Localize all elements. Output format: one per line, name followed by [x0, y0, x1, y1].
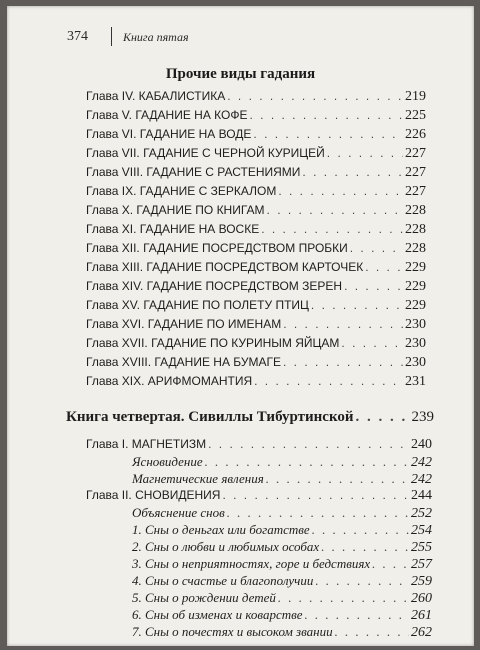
- toc-subentry: [132, 454, 432, 471]
- toc-entry: [86, 374, 426, 390]
- toc-entry-label: Глава V. ГАДАНИЕ НА КОФЕ: [86, 108, 248, 122]
- leader-dots: [227, 505, 409, 521]
- leader-dots: [278, 184, 403, 198]
- toc-entry: [86, 241, 426, 257]
- toc-entry-label: Глава XVIII. ГАДАНИЕ НА БУМАГЕ: [86, 355, 282, 369]
- toc-entry-page: 228: [405, 222, 426, 237]
- toc-entry-page: 227: [405, 184, 426, 199]
- toc-entry-page: 229: [405, 260, 426, 275]
- toc-entry-page: 228: [405, 203, 426, 218]
- toc-subentry-label: 4. Сны о счастье и благополучии: [132, 573, 314, 588]
- toc-entry-page: 227: [405, 146, 426, 161]
- leader-dots: [312, 522, 409, 538]
- toc-subentry-page: 261: [411, 608, 432, 623]
- toc-entry-label: Глава XIX. АРИФМОМАНТИЯ: [86, 374, 253, 388]
- toc-entry: [86, 279, 426, 295]
- toc-entry-label: Глава IX. ГАДАНИЕ С ЗЕРКАЛОМ: [86, 184, 277, 198]
- leader-dots: [266, 471, 409, 487]
- leader-dots: [227, 89, 403, 103]
- toc-subentry: [132, 522, 432, 539]
- toc-entry: [86, 89, 426, 105]
- toc-subentry-label: 7. Сны о почестях и высоком звании: [132, 624, 333, 639]
- book-heading-page: 239: [411, 409, 434, 425]
- book-heading: [66, 409, 434, 426]
- toc-subentry-label: 5. Сны о рождении детей: [132, 590, 276, 605]
- leader-dots: [335, 624, 409, 640]
- toc-subentry-page: 254: [411, 523, 432, 538]
- toc-entry-label: Глава VI. ГАДАНИЕ НА ВОДЕ: [86, 127, 252, 141]
- toc-subentry-page: 252: [411, 506, 432, 521]
- toc-entry-label: Глава XII. ГАДАНИЕ ПОСРЕДСТВОМ ПРОБКИ: [86, 241, 348, 255]
- toc-subentry-label: 2. Сны о любви и любимых особах: [132, 539, 320, 554]
- leader-dots: [302, 165, 403, 179]
- toc-subentry-page: 259: [411, 574, 432, 589]
- leader-dots: [278, 590, 409, 606]
- leader-dots: [372, 556, 409, 572]
- toc-entry: [86, 437, 432, 453]
- toc-entry-label: Глава XVII. ГАДАНИЕ ПО КУРИНЫМ ЯЙЦАМ: [86, 336, 340, 350]
- toc-entry: [86, 165, 426, 181]
- leader-dots: [341, 336, 403, 350]
- toc-entry-page: 230: [405, 336, 426, 351]
- toc-entry-label: Глава XI. ГАДАНИЕ НА ВОСКЕ: [86, 222, 260, 236]
- leader-dots: [315, 573, 409, 589]
- book-heading-label: Книга четвертая. Сивиллы Тибуртинской: [66, 409, 354, 425]
- toc-entry-page: 228: [405, 241, 426, 256]
- section-title: Прочие виды гадания: [165, 66, 316, 82]
- leader-dots: [253, 127, 403, 141]
- toc-entry: [86, 146, 426, 162]
- toc-entry-label: Глава IV. КАБАЛИСТИКА: [86, 89, 226, 103]
- toc-entry-page: 229: [405, 279, 426, 294]
- toc-entry-page: 244: [411, 488, 432, 503]
- leader-dots: [350, 241, 403, 255]
- page-number: 374: [67, 29, 88, 44]
- toc-entry: [86, 184, 426, 200]
- toc-entry: [86, 260, 426, 276]
- leader-dots: [261, 222, 403, 236]
- toc-subentry: [132, 607, 432, 624]
- toc-entry-label: Глава XV. ГАДАНИЕ ПО ПОЛЕТУ ПТИЦ: [86, 298, 309, 312]
- leader-dots: [327, 146, 403, 160]
- toc-subentry-label: Объяснение снов: [132, 505, 225, 520]
- toc-entry: [86, 222, 426, 238]
- toc-subentry: [132, 573, 432, 590]
- leader-dots: [283, 355, 403, 369]
- toc-entry-page: 227: [405, 165, 426, 180]
- leader-dots: [254, 374, 403, 388]
- leader-dots: [250, 108, 404, 122]
- toc-entry-page: 240: [411, 437, 432, 452]
- toc-subentry-page: 257: [411, 557, 432, 572]
- leader-dots: [356, 409, 410, 426]
- leader-dots: [365, 260, 403, 274]
- toc-entry-page: 230: [405, 317, 426, 332]
- toc-entry-page: 219: [405, 89, 426, 104]
- toc-entry: [86, 317, 426, 333]
- leader-dots: [305, 607, 409, 623]
- toc-subentry-label: Ясновидение: [132, 454, 203, 469]
- page-header: [67, 29, 189, 45]
- leader-dots: [205, 454, 409, 470]
- toc-entry: [86, 355, 426, 371]
- leader-dots: [321, 539, 409, 555]
- running-title: Книга пятая: [123, 30, 189, 44]
- toc-subentry-page: 242: [411, 472, 432, 487]
- toc-entry-page: 225: [405, 108, 426, 123]
- toc-entry-label: Глава XIV. ГАДАНИЕ ПОСРЕДСТВОМ ЗЕРЕН: [86, 279, 343, 293]
- toc-subentry-label: 3. Сны о неприятностях, горе и бедствиях: [132, 556, 371, 571]
- toc-entry-page: 230: [405, 355, 426, 370]
- toc-subentry-label: 6. Сны об изменах и коварстве: [132, 607, 303, 622]
- leader-dots: [267, 203, 403, 217]
- toc-subentry: [132, 556, 432, 573]
- toc-subentry-page: 242: [411, 455, 432, 470]
- toc-subentry-label: 1. Сны о деньгах или богатстве: [132, 522, 310, 537]
- toc-entry: [86, 127, 426, 143]
- header-divider: [111, 27, 112, 46]
- toc-subentry-page: 260: [411, 591, 432, 606]
- toc-entry-label: Глава X. ГАДАНИЕ ПО КНИГАМ: [86, 203, 265, 217]
- toc-subentry: [132, 590, 432, 607]
- toc-entry: [86, 298, 426, 314]
- toc-entry-page: 229: [405, 298, 426, 313]
- toc-subentry: [132, 471, 432, 488]
- leader-dots: [208, 437, 409, 451]
- leader-dots: [283, 317, 403, 331]
- toc-entry: [86, 336, 426, 352]
- leader-dots: [344, 279, 403, 293]
- toc-entry-page: 231: [405, 374, 426, 389]
- toc-entry-label: Глава VII. ГАДАНИЕ С ЧЕРНОЙ КУРИЦЕЙ: [86, 146, 325, 160]
- toc-entry-page: 226: [405, 127, 426, 142]
- leader-dots: [222, 488, 409, 502]
- toc-subentry: [132, 539, 432, 556]
- toc-subentry-page: 255: [411, 540, 432, 555]
- toc-entry-label: Глава II. СНОВИДЕНИЯ: [86, 488, 221, 502]
- toc-entry-label: Глава VIII. ГАДАНИЕ С РАСТЕНИЯМИ: [86, 165, 301, 179]
- toc-subentry: [132, 624, 432, 641]
- toc-subentry-page: 262: [411, 625, 432, 640]
- leader-dots: [311, 298, 403, 312]
- toc-entry-label: Глава XIII. ГАДАНИЕ ПОСРЕДСТВОМ КАРТОЧЕК: [86, 260, 364, 274]
- toc-entry-label: Глава I. МАГНЕТИЗМ: [86, 437, 207, 451]
- toc-subentry: [132, 505, 432, 522]
- toc-entry: [86, 488, 432, 504]
- toc-entry: [86, 108, 426, 124]
- toc-subentry-label: Магнетические явления: [132, 471, 264, 486]
- toc-entry: [86, 203, 426, 219]
- toc-entry-label: Глава XVI. ГАДАНИЕ ПО ИМЕНАМ: [86, 317, 282, 331]
- book-page: [7, 6, 474, 646]
